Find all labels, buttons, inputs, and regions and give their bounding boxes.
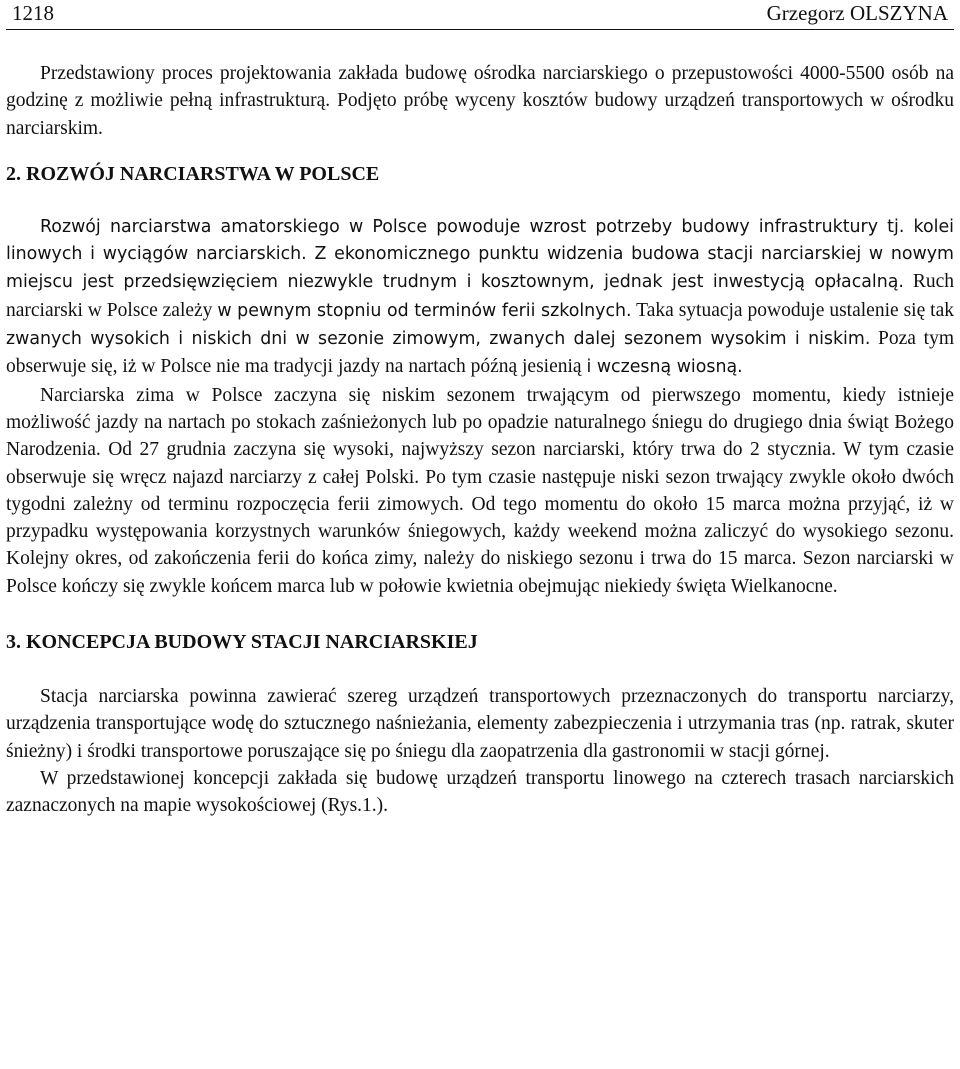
section3-paragraph-2: W przedstawionej koncepcji zakłada się budowę urządzeń transportu linowego na czterech trasach narciarskich zaznaczonych na mapie wysokościowej (Rys.1.). bbox=[6, 767, 954, 817]
text-run: Poza tym obserwuje się, iż w Polsce nie ma tradycji jazdy na nartach późną jesienią bbox=[6, 328, 954, 378]
section-heading-2: 2. ROZWÓJ NARCIARSTWA W POLSCE bbox=[6, 162, 380, 185]
section2-paragraph-2: Narciarska zima w Polsce zaczyna się niskim sezonem trwającym od pierwszego momentu, kiedy istnieje możliwość jazdy na nartach po stokach zaśnieżonych lub po opadzie naturalnego śniegu do drugiego dnia świąt Bożego Narodzenia. Od 27 grudnia zaczyna się wysoki, najwyższy sezon narciarski, który trwa do 2 stycznia. W tym czasie obserwuje się wręcz najazd narciarzy z całej Polski. Po tym czasie następuje niski sezon trwający zwykle około dwóch tygodni zależny od terminu rozpoczęcia ferii zimowych. Od tego momentu do około 15 marca można przyjąć, iż w przypadku występowania korzystnych warunków śniegowych, każdy weekend można zaliczyć do wysokiego sezonu. Kolejny okres, od zakończenia ferii do końca zimy, należy do niskiego sezonu i trwa do 15 marca. Sezon narciarski w Polsce kończy się zwykle końcem marca lub w połowie kwietnia obejmując niekiedy święta Wielkanocne. bbox=[6, 384, 954, 597]
section3-paragraph-1: Stacja narciarska powinna zawierać szereg urządzeń transportowych przeznaczonych do transportu narciarzy, urządzenia transportujące wodę do sztucznego naśnieżania, elementy zabezpieczenia i utrzymania tras (np. ratrak, skuter śnieżny) i środki transportowe poruszające się po śniegu dla zaopatrzenia dla gastronomii w stacji górnej. bbox=[6, 686, 954, 762]
text-run: w pewnym stopniu od terminów ferii szkolnych. bbox=[217, 300, 632, 321]
text-run: zwanych wysokich i niskich dni w sezonie zimowym, zwanych dalej sezonem wysokim i niskim. bbox=[6, 329, 871, 350]
page-number: 1218 bbox=[12, 1, 54, 25]
text-run: Taka sytuacja powoduje ustalenie się tak bbox=[631, 299, 954, 321]
running-author: Grzegorz OLSZYNA bbox=[766, 1, 948, 25]
document-body bbox=[6, 60, 954, 820]
intro-paragraph: Przedstawiony proces projektowania zakłada budowę ośrodka narciarskiego o przepustowości 4000-5500 osób na godzinę z możliwie pełną infrastrukturą. Podjęto próbę wyceny kosztów budowy urządzeń transportowych w ośrodku narciarskim. bbox=[6, 63, 954, 139]
section-heading-3: 3. KONCEPCJA BUDOWY STACJI NARCIARSKIEJ bbox=[6, 631, 478, 654]
header-rule bbox=[6, 29, 954, 30]
text-run: Rozwój narciarstwa amatorskiego w Polsce powoduje wzrost potrzeby budowy infrastruktury tj. kolei linowych i wyciągów narciarskich. Z ekonomicznego punktu widzenia budowa stacji narciarskiej w nowym miejscu jest przedsięwzięciem niezwykle trudnym i kosztownym, jednak jest inwestycją opłacalną. bbox=[6, 216, 954, 293]
section2-paragraph-1 bbox=[6, 214, 954, 382]
text-run: i wczesną wiosną. bbox=[586, 357, 743, 378]
running-header bbox=[6, 0, 954, 26]
text-run: Ruch narciarski w Polsce zależy bbox=[6, 271, 954, 321]
